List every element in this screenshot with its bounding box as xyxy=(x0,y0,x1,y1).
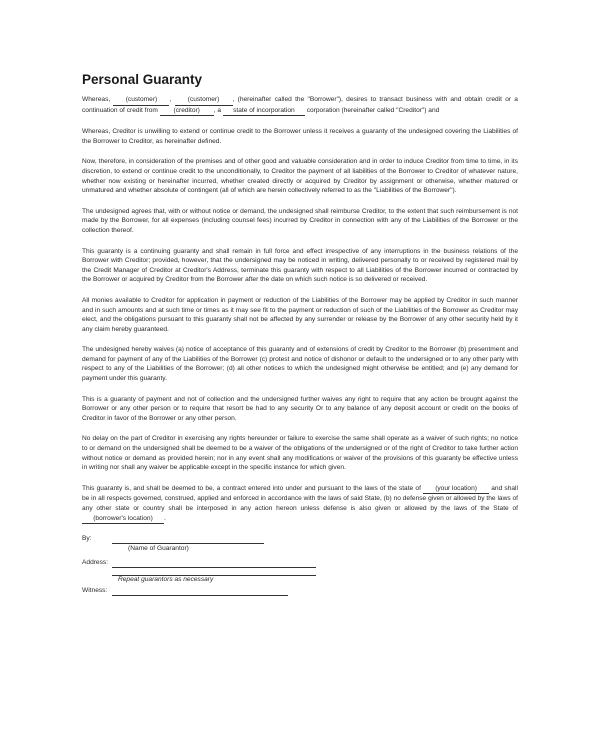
p1-text-4: , a xyxy=(213,106,223,114)
name-of-guarantor-caption: (Name of Guarantor) xyxy=(128,545,189,553)
witness-label: Witness: xyxy=(82,587,108,595)
p1-text-1: Whereas, xyxy=(82,96,114,103)
document-title: Personal Guaranty xyxy=(82,72,203,87)
paragraph-continuing-guaranty: This guaranty is a continuing guaranty and shall remain in full force and effect irrespective of any interruptions in the business relations of the Borrower with Creditor; provided, however, that the undersigned may be noticed in writing, delivered personally to or received by registered mail by the Credit Manager of Creditor at Creditor's Address, terminate this guaranty with respect to all Liabilities of the Borrower incurred or contracted by the Borrower or acquired by Creditor from the Borrower after the date on which such notice is so delivered or received. xyxy=(82,247,518,284)
guarantor-signature-line[interactable] xyxy=(112,535,264,544)
address-label: Address: xyxy=(82,559,109,567)
customer-blank-1[interactable]: (customer) xyxy=(113,95,169,106)
paragraph-guaranty-of-payment: This is a guaranty of payment and not of collection and the undersigned further waives any right to require that any action be brought against the Borrower or any other person or to require that resort be had to any security Or to any balance of any deposit account or credit on the books of Creditor in favor of the Borrower or any other person. xyxy=(82,395,518,422)
repeat-guarantors-note: Repeat guarantors as necessary xyxy=(118,576,214,584)
paragraph-whereas-borrower xyxy=(82,95,518,116)
paragraph-governing-law xyxy=(82,484,518,524)
your-location-blank[interactable]: (your location) xyxy=(423,484,489,495)
p1-text-2: , xyxy=(169,96,175,103)
p1-text-3: , (hereinafter called the "Borrower"), desires to transact business with and obtain credit or a continuation of credit from xyxy=(82,96,518,114)
borrower-location-blank[interactable]: (borrower's location) xyxy=(82,514,164,525)
paragraph-whereas-creditor: Whereas, Creditor is unwilling to extend or continue credit to the Borrower unless it receives a guaranty of the undesigned covering the Liabilities of the Borrower to Creditor, as hereinafter defined. xyxy=(82,128,518,145)
address-line-2[interactable] xyxy=(112,567,316,576)
creditor-blank[interactable]: (creditor) xyxy=(160,106,214,117)
by-label: By: xyxy=(82,535,92,543)
paragraph-monies-available: All monies available to Creditor for application in payment or reduction of the Liabilities of the Borrower may be applied by Creditor in such manner and in such amounts and at such time or times as it may see fit to the payment or reduction of such of the Liabilities of the Borrower as Creditor may elect, and the obligations pursuant to this guaranty shall not be affected by any surrender or release by the Borrower of any other security held by it any claim hereby guaranteed. xyxy=(82,296,518,333)
state-of-incorporation-blank[interactable]: state of incorporation xyxy=(223,106,305,117)
witness-signature-line[interactable] xyxy=(112,587,288,596)
paragraph-now-therefore: Now, therefore, in consideration of the premises and of other good and valuable consideration and in order to induce Creditor from time to time, in its discretion, to extend or continue credit to the unconditionally, to Creditor the payment of all liabilities of the Borrower to Creditor of whatever nature, whether now existing or hereinafter incurred, whether created directly or acquired by Creditor by assignment or otherwise, whether matured or unmatured and whether absolute of contingent (all of which are herein collectively referred to as the "Liabilities of the Borrower"). xyxy=(82,158,518,195)
paragraph-no-delay: No delay on the part of Creditor in exercising any rights hereunder or failure to exercise the same shall operate as a waiver of such rights; no notice to or demand on the undersigned shall be deemed to be a waiver of the obligations of the undersigned or of the right of Creditor to take further action without notice or demand as provided herein; nor in any event shall any modifications or waiver of the provisions of this guaranty be effective unless in writing nor shall any waiver be applicable except in the specific instance for which given. xyxy=(82,435,518,472)
p10-text-1: This guaranty is, and shall be deemed to be, a contract entered into under and pursuant to the laws of the state of xyxy=(82,484,424,492)
p10-text-2: and shall be in all respects governed, construed, applied and enforced in accordance with the laws of said State, (b) no defense given or allowed by the laws of any other state or country shall be interposed in any action hereon unless defense is also given or allowed by the laws of the State of xyxy=(82,484,518,512)
paragraph-reimbursement: The undesigned agrees that, with or without notice or demand, the undesigned shall reimburse Creditor, to the extent that such reimbursement is not made by the Borrower, for all expenses (including counsel fees) incurred by Creditor in connection with any of the Liabilities of the Borrower or the collection thereof. xyxy=(82,207,518,234)
paragraph-waivers: The undesigned hereby waives (a) notice of acceptance of this guaranty and of extensions of credit by Creditor to the Borrower (b) presentment and demand for payment of any of the Liabilities of the Borrower (c) protest and notice of dishonor or default to the undersigned or to any other party with respect to any of the Liabilities of the Borrower; (d) all other notices to which the undesigned might otherwise be entitled; and (e) any demand for payment under this guaranty. xyxy=(82,346,518,383)
p10-text-3: . xyxy=(164,514,166,522)
signature-block xyxy=(82,535,518,597)
p1-text-5: corporation (hereinafter called "Creditor") and xyxy=(304,106,440,114)
customer-blank-2[interactable]: (customer) xyxy=(175,95,233,106)
